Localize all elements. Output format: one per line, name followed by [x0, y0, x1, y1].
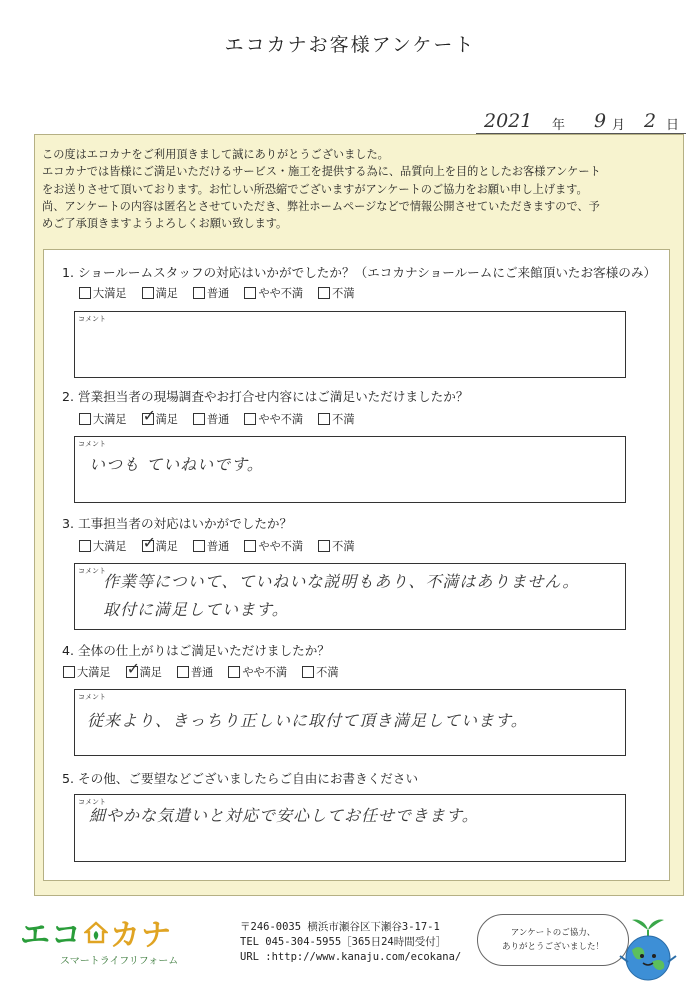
- comment-label: コメント: [78, 440, 106, 448]
- option-label: 普通: [206, 413, 230, 426]
- option-label: 不満: [332, 540, 355, 553]
- checkbox[interactable]: [79, 413, 91, 425]
- checkbox[interactable]: [193, 413, 205, 425]
- option-label: 満足: [139, 666, 162, 679]
- options-q1: [79, 285, 355, 301]
- bubble-line: ありがとうございました！: [501, 942, 604, 952]
- checkbox[interactable]: [126, 659, 140, 678]
- question-1: 1. ショールームスタッフの対応はいかがでしたか？（エコカナショールームにご来館頂いたお客様のみ）: [62, 265, 657, 280]
- check-mark-icon: ✓: [142, 406, 156, 425]
- checkbox[interactable]: [142, 406, 156, 425]
- thanks-bubble: [477, 914, 629, 966]
- option-label: やや不満: [242, 666, 288, 679]
- question-4: 4. 全体の仕上がりはご満足いただけましたか？: [62, 643, 330, 658]
- option-label: 不満: [332, 413, 355, 426]
- option-q2-2[interactable]: [193, 411, 229, 427]
- option-label: 満足: [155, 287, 178, 300]
- option-label: やや不満: [258, 540, 304, 553]
- comment-q2-line1: いつも ていねいです。: [89, 455, 264, 474]
- checkbox[interactable]: [302, 666, 314, 678]
- ecokana-logo: [20, 910, 178, 967]
- checkbox[interactable]: [193, 287, 205, 299]
- option-label: 大満足: [77, 666, 111, 679]
- intro-line: この度はエコカナをご利用頂きまして誠にありがとうございました。: [42, 148, 389, 161]
- option-q4-3[interactable]: [228, 664, 287, 680]
- check-mark-icon: ✓: [126, 659, 140, 678]
- checkbox[interactable]: [244, 413, 256, 425]
- url-line: URL :http://www.kanaju.com/ecokana/: [240, 951, 462, 963]
- option-q4-4[interactable]: [302, 664, 338, 680]
- comment-q4-line1: 従来より、きっちり正しいに取付て頂き満足しています。: [87, 711, 528, 730]
- logo-text-eco: エコ: [20, 918, 82, 953]
- checkbox[interactable]: [142, 533, 156, 552]
- comment-box-q4[interactable]: [74, 689, 626, 756]
- date-line: [476, 110, 686, 134]
- option-q1-1[interactable]: [142, 285, 178, 301]
- options-q4: [63, 659, 339, 680]
- option-label: 普通: [206, 540, 230, 553]
- option-q3-0[interactable]: [79, 538, 127, 554]
- checkbox[interactable]: [228, 666, 240, 678]
- option-q4-2[interactable]: [177, 664, 213, 680]
- checkbox[interactable]: [79, 287, 91, 299]
- checkbox[interactable]: [318, 287, 330, 299]
- option-label: 不満: [332, 287, 355, 300]
- intro-text: [42, 146, 678, 232]
- comment-box-q1[interactable]: [74, 311, 626, 378]
- question-2: 2. 営業担当者の現場調査やお打合せ内容にはご満足いただけましたか？: [62, 389, 469, 404]
- option-q1-0[interactable]: [79, 285, 127, 301]
- intro-line: 尚、アンケートの内容は匿名とさせていただき、弊社ホームページなどで情報公開させていただきますので、予: [42, 199, 600, 213]
- options-q3: [79, 533, 355, 554]
- option-q2-0[interactable]: [79, 411, 127, 427]
- option-q1-4[interactable]: [318, 285, 354, 301]
- comment-box-q2[interactable]: [74, 436, 626, 503]
- option-label: 満足: [155, 413, 178, 426]
- option-q4-1[interactable]: [126, 659, 162, 680]
- date-day-unit: 日: [666, 118, 680, 133]
- option-q3-3[interactable]: [244, 538, 303, 554]
- bubble-line: アンケートのご協力、: [510, 928, 596, 938]
- option-label: やや不満: [258, 287, 304, 300]
- option-q1-2[interactable]: [193, 285, 229, 301]
- option-label: 不満: [316, 666, 339, 679]
- intro-line: をお送りさせて頂いております。お忙しい所恐縮でございますがアンケートのご協力をお願い申し上げます。: [42, 182, 588, 196]
- house-icon: [84, 920, 108, 944]
- phone-line: TEL 045-304-5955［365日24時間受付］: [240, 936, 447, 948]
- options-q2: [79, 406, 355, 427]
- checkbox[interactable]: [244, 540, 256, 552]
- checkbox[interactable]: [193, 540, 205, 552]
- checkbox[interactable]: [79, 540, 91, 552]
- date-day: 2: [644, 110, 657, 132]
- comment-label: コメント: [78, 315, 106, 323]
- checkbox[interactable]: [177, 666, 189, 678]
- option-label: 満足: [155, 540, 178, 553]
- comment-q3-line1: 作業等について、ていねいな説明もあり、不満はありません。: [103, 572, 580, 591]
- option-label: 大満足: [93, 413, 127, 426]
- logo-text-kana: カナ: [110, 918, 172, 953]
- date-year: 2021: [484, 110, 533, 132]
- option-q4-0[interactable]: [63, 664, 111, 680]
- intro-line: めご了承頂きますようよろしくお願い致します。: [42, 217, 288, 231]
- option-q3-4[interactable]: [318, 538, 354, 554]
- check-mark-icon: ✓: [142, 533, 156, 552]
- checkbox[interactable]: [63, 666, 75, 678]
- logo-subtitle: スマートライフリフォーム: [60, 956, 179, 967]
- date-month: 9: [594, 110, 607, 132]
- option-label: やや不満: [258, 413, 304, 426]
- option-q2-1[interactable]: [142, 406, 178, 427]
- option-label: 普通: [206, 287, 230, 300]
- question-5: 5. その他、ご要望などございましたらご自由にお書きください: [62, 771, 419, 786]
- comment-box-q3[interactable]: [74, 563, 626, 630]
- checkbox[interactable]: [244, 287, 256, 299]
- intro-line: エコカナでは皆様にご満足いただけるサービス・施工を提供する為に、品質向上を目的としたお客様アンケート: [42, 165, 601, 179]
- comment-label: コメント: [78, 798, 106, 806]
- address-line: 〒246-0035 横浜市瀬谷区下瀬谷3-17-1: [240, 921, 440, 933]
- option-q2-4[interactable]: [318, 411, 354, 427]
- date-month-unit: 月: [612, 118, 626, 133]
- checkbox[interactable]: [318, 540, 330, 552]
- checkbox[interactable]: [142, 287, 154, 299]
- question-3: 3. 工事担当者の対応はいかがでしたか？: [62, 516, 293, 531]
- comment-label: コメント: [78, 693, 106, 701]
- comment-q3-line2: 取付に満足しています。: [103, 600, 289, 619]
- comment-q5-line1: 細やかな気遣いと対応で安心してお任せできます。: [89, 806, 479, 825]
- option-label: 大満足: [93, 287, 127, 300]
- option-q3-2[interactable]: [193, 538, 229, 554]
- company-address: [240, 920, 461, 965]
- option-q2-3[interactable]: [244, 411, 303, 427]
- option-label: 大満足: [93, 540, 127, 553]
- comment-label: コメント: [78, 567, 106, 575]
- option-label: 普通: [190, 666, 214, 679]
- checkbox[interactable]: [318, 413, 330, 425]
- earth-mascot-icon: [616, 912, 680, 986]
- option-q3-1[interactable]: [142, 533, 178, 554]
- option-q1-3[interactable]: [244, 285, 303, 301]
- comment-box-q5[interactable]: [74, 794, 626, 862]
- survey-title: エコカナお客様アンケート: [224, 34, 476, 56]
- date-year-unit: 年: [552, 118, 566, 133]
